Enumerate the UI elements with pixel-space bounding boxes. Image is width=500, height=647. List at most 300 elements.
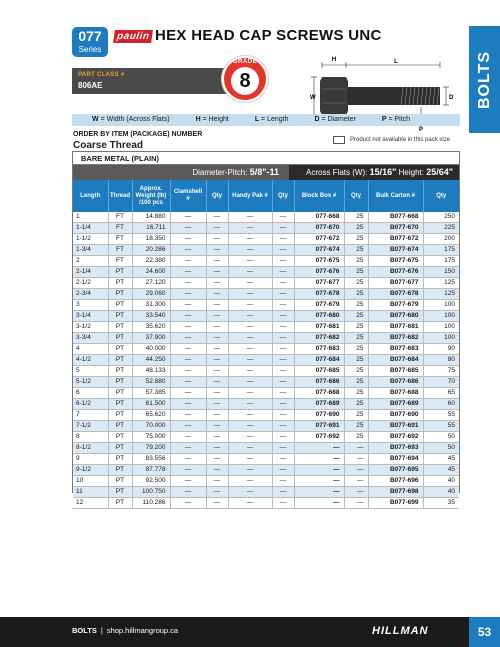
table-cell: B077-693 [368,443,423,454]
table-cell: — [344,498,368,509]
table-cell: 60 [423,399,459,410]
table-cell: PT [108,267,132,278]
table-cell: 70.000 [132,421,170,432]
page-number: 53 [469,617,500,647]
table-cell: 077-670 [294,223,344,234]
hillman-logo: HILLMAN [372,625,429,637]
table-row [73,289,459,300]
grade-label: GRADE [232,59,258,65]
table-cell: B077-694 [368,454,423,465]
table-cell: 24.600 [132,267,170,278]
table-cell: B077-686 [368,377,423,388]
table-cell: 077-685 [294,366,344,377]
table-cell: — [170,432,206,443]
table-cell: PT [108,432,132,443]
table-cell: — [206,399,228,410]
table-cell: PT [108,443,132,454]
table-cell: 5 [73,366,108,377]
column-header: Qty [272,180,294,212]
table-cell: 35.620 [132,322,170,333]
table-cell: — [170,223,206,234]
table-cell: — [206,223,228,234]
table-row [73,267,459,278]
table-cell: 25 [344,421,368,432]
table-row [73,278,459,289]
table-cell: B077-695 [368,465,423,476]
table-cell: — [170,377,206,388]
column-header: Handy Pak # [228,180,272,212]
table-cell: — [228,377,272,388]
table-cell: — [272,344,294,355]
table-cell: 25 [344,234,368,245]
table-cell: 87.778 [132,465,170,476]
table-cell: 100.750 [132,487,170,498]
table-cell: — [228,278,272,289]
legend-item-d: D = Diameter [314,116,356,123]
table-cell: — [228,311,272,322]
table-cell: — [206,212,228,223]
table-cell: — [206,278,228,289]
table-cell: — [344,476,368,487]
table-cell: — [170,212,206,223]
table-cell: 25 [344,267,368,278]
table-cell: 90 [423,344,459,355]
table-cell: 4-1/2 [73,355,108,366]
table-cell: 077-675 [294,256,344,267]
table-cell: 14.880 [132,212,170,223]
table-cell: 10 [73,476,108,487]
table-cell: — [206,487,228,498]
dimension-legend [72,114,460,126]
table-row [73,399,459,410]
table-cell: 077-689 [294,399,344,410]
table-cell: — [170,410,206,421]
table-cell: — [170,333,206,344]
table-cell: — [228,300,272,311]
table-cell: — [170,234,206,245]
table-cell: 110.286 [132,498,170,509]
table-cell: 1-3/4 [73,245,108,256]
table-cell: — [294,465,344,476]
table-cell: — [228,454,272,465]
table-cell: 2-1/2 [73,278,108,289]
table-cell: — [206,476,228,487]
table-cell: 175 [423,256,459,267]
table-cell: 150 [423,267,459,278]
table-cell: 077-688 [294,388,344,399]
table-cell: — [228,212,272,223]
table-cell: 3-1/4 [73,311,108,322]
table-cell: 100 [423,333,459,344]
table-cell: 077-676 [294,267,344,278]
table-cell: — [228,267,272,278]
table-cell: — [228,498,272,509]
table-cell: 25 [344,245,368,256]
table-cell: — [228,223,272,234]
table-cell: 75.000 [132,432,170,443]
column-header: Bulk Carton # [368,180,423,212]
side-tab-label: BOLTS [475,50,493,109]
table-cell: 80 [423,355,459,366]
table-cell: — [170,399,206,410]
table-cell: — [206,410,228,421]
table-cell: 25 [344,278,368,289]
table-cell: 18.350 [132,234,170,245]
table-cell: PT [108,344,132,355]
table-cell: 200 [423,234,459,245]
table-cell: — [170,388,206,399]
table-cell: 25 [344,322,368,333]
table-cell: 70 [423,377,459,388]
table-cell: — [228,234,272,245]
table-cell: B077-682 [368,333,423,344]
table-row [73,344,459,355]
bolt-diagram [308,55,458,140]
table-cell: 077-691 [294,421,344,432]
table-cell: 44.250 [132,355,170,366]
diagram-label-d: D [449,95,454,101]
table-cell: 077-682 [294,333,344,344]
table-cell: B077-677 [368,278,423,289]
table-row [73,421,459,432]
table-cell: PT [108,498,132,509]
table-cell: 12 [73,498,108,509]
table-cell: — [272,388,294,399]
table-cell: B077-674 [368,245,423,256]
table-cell: 25 [344,344,368,355]
table-cell: 077-680 [294,311,344,322]
table-cell: — [170,245,206,256]
table-cell: — [294,476,344,487]
table-cell: 25 [344,399,368,410]
spec-row [73,165,459,180]
table-cell: 75 [423,366,459,377]
table-row [73,498,459,509]
table-cell: — [228,476,272,487]
table-cell: B077-681 [368,322,423,333]
table-cell: 25 [344,410,368,421]
bolt-head-shape [320,77,348,115]
table-cell: B077-668 [368,212,423,223]
table-cell: — [228,322,272,333]
table-cell: — [272,223,294,234]
table-cell: — [170,421,206,432]
table-cell: — [170,366,206,377]
table-cell: — [272,355,294,366]
table-cell: 45 [423,454,459,465]
table-cell: — [170,465,206,476]
table-cell: 52.880 [132,377,170,388]
table-cell: 48.133 [132,366,170,377]
table-cell: 16.711 [132,223,170,234]
diagram-label-w: W [310,95,316,101]
table-row [73,333,459,344]
bolt-shank-shape [348,87,400,105]
table-cell: 6-1/2 [73,399,108,410]
table-cell: 37.900 [132,333,170,344]
finish-label: BARE METAL (PLAIN) [73,152,459,165]
footer-url[interactable]: shop.hillmangroup.ca [106,626,179,635]
table-cell: — [206,311,228,322]
table-cell: 25 [344,377,368,388]
table-cell: PT [108,476,132,487]
table-cell: 7-1/2 [73,421,108,432]
table-cell: — [272,267,294,278]
footer-text: BOLTS | shop.hillmangroup.ca [72,626,179,635]
column-header: Block Box # [294,180,344,212]
table-cell: 40.000 [132,344,170,355]
table-cell: 45 [423,465,459,476]
table-cell: — [272,410,294,421]
table-cell: 33.540 [132,311,170,322]
table-cell: — [170,267,206,278]
table-cell: 25 [344,223,368,234]
table-cell: — [206,300,228,311]
table-cell: — [272,421,294,432]
table-cell: B077-678 [368,289,423,300]
table-cell: — [228,289,272,300]
table-cell: 92.500 [132,476,170,487]
table-cell: 175 [423,245,459,256]
table-cell: 83.556 [132,454,170,465]
brand-logo: paulin [113,30,153,43]
table-cell: — [272,245,294,256]
table-cell: — [206,498,228,509]
table-cell: PT [108,454,132,465]
table-cell: 31.300 [132,300,170,311]
table-cell: 9 [73,454,108,465]
table-cell: — [272,454,294,465]
table-cell: — [272,476,294,487]
table-cell: — [206,432,228,443]
table-cell: 250 [423,212,459,223]
table-cell: 40 [423,487,459,498]
table-cell: 79.200 [132,443,170,454]
table-cell: 077-674 [294,245,344,256]
table-cell: 27.120 [132,278,170,289]
table-cell: B077-670 [368,223,423,234]
grade-badge [222,56,268,102]
table-row [73,377,459,388]
column-header: Thread [108,180,132,212]
table-cell: 2-3/4 [73,289,108,300]
table-cell: 65 [423,388,459,399]
table-cell: — [228,443,272,454]
table-cell: — [206,366,228,377]
table-cell: — [206,465,228,476]
table-cell: — [272,289,294,300]
table-cell: PT [108,300,132,311]
table-cell: 2-1/4 [73,267,108,278]
table-cell: 25 [344,366,368,377]
table-cell: — [228,245,272,256]
table-cell: 077-672 [294,234,344,245]
column-header: Qty [344,180,368,212]
table-cell: — [206,355,228,366]
diagram-label-l: L [394,59,398,65]
table-cell: B077-689 [368,399,423,410]
table-cell: — [170,256,206,267]
table-cell: — [206,443,228,454]
table-cell: 25 [344,300,368,311]
table-row [73,311,459,322]
table-row [73,410,459,421]
table-cell: 077-681 [294,322,344,333]
table-cell: — [206,256,228,267]
table-cell: B077-684 [368,355,423,366]
table-cell: PT [108,388,132,399]
series-badge [72,27,108,57]
table-cell: 077-677 [294,278,344,289]
table-cell: — [272,443,294,454]
table-cell: B077-692 [368,432,423,443]
table-cell: 55 [423,421,459,432]
table-cell: B077-675 [368,256,423,267]
table-cell: — [272,256,294,267]
table-cell: PT [108,278,132,289]
table-cell: — [170,289,206,300]
table-cell: FT [108,245,132,256]
table-cell: 3-3/4 [73,333,108,344]
table-cell: — [170,498,206,509]
table-row [73,245,459,256]
table-cell: PT [108,421,132,432]
table-row [73,234,459,245]
table-cell: — [228,399,272,410]
table-cell: 50 [423,443,459,454]
table-cell: — [294,454,344,465]
table-cell: — [272,322,294,333]
table-cell: — [170,443,206,454]
table-cell: — [272,333,294,344]
table-cell: — [228,388,272,399]
table-cell: — [272,311,294,322]
table-cell: B077-676 [368,267,423,278]
table-cell: — [206,377,228,388]
table-cell: — [206,289,228,300]
table-cell: — [170,344,206,355]
part-class-bar [72,68,232,94]
table-row [73,487,459,498]
series-label: Series [78,45,102,54]
table-cell: — [344,465,368,476]
table-cell: 2 [73,256,108,267]
table-cell: — [272,300,294,311]
table-cell: B077-698 [368,487,423,498]
table-cell: 25 [344,432,368,443]
table-cell: PT [108,465,132,476]
table-cell: PT [108,311,132,322]
table-cell: B077-688 [368,388,423,399]
page-footer [0,617,500,647]
not-available-note: Product not available in this pack size [350,137,451,143]
not-available-key-box [333,136,345,144]
table-cell: B077-685 [368,366,423,377]
table-row [73,443,459,454]
table-cell: — [228,344,272,355]
table-cell: 25 [344,333,368,344]
table-cell: — [228,256,272,267]
table-cell: 5-1/2 [73,377,108,388]
footer-section: BOLTS [72,626,97,635]
column-header: Clamshell # [170,180,206,212]
table-cell: 57.385 [132,388,170,399]
table-cell: — [206,234,228,245]
table-cell: 11 [73,487,108,498]
table-row [73,355,459,366]
table-cell: PT [108,355,132,366]
table-cell: 50 [423,432,459,443]
table-cell: PT [108,377,132,388]
table-cell: 077-684 [294,355,344,366]
table-cell: — [272,212,294,223]
table-cell: B077-696 [368,476,423,487]
table-cell: — [170,476,206,487]
table-row [73,454,459,465]
table-cell: — [206,388,228,399]
table-cell: 61.500 [132,399,170,410]
table-row [73,366,459,377]
table-cell: PT [108,410,132,421]
table-cell: 7 [73,410,108,421]
table-cell: PT [108,289,132,300]
table-cell: 25 [344,388,368,399]
page-title: HEX HEAD CAP SCREWS UNC [155,27,382,44]
table-cell: — [272,399,294,410]
table-cell: 125 [423,278,459,289]
table-row [73,256,459,267]
table-cell: 1-1/4 [73,223,108,234]
legend-item-l: L = Length [254,116,289,123]
table-cell: PT [108,322,132,333]
series-number: 077 [78,28,102,44]
table-cell: — [228,366,272,377]
table-cell: B077-691 [368,421,423,432]
table-cell: — [170,487,206,498]
table-cell: 25 [344,289,368,300]
table-row [73,465,459,476]
table-cell: 25 [344,355,368,366]
table-cell: — [228,355,272,366]
diagram-label-p: P [419,127,424,133]
table-cell: — [228,333,272,344]
diagram-label-h: H [331,57,337,63]
table-cell: — [228,410,272,421]
order-title: ORDER BY ITEM (PACKAGE) NUMBER [73,131,203,138]
diameter-pitch: Diameter-Pitch: 5/8"-11 [73,165,289,180]
table-cell: — [170,454,206,465]
table-cell: — [272,487,294,498]
table-cell: — [206,267,228,278]
table-cell: 35 [423,498,459,509]
table-cell: PT [108,366,132,377]
table-cell: B077-680 [368,311,423,322]
table-cell: B077-699 [368,498,423,509]
table-row [73,322,459,333]
table-cell: 25 [344,311,368,322]
table-cell: — [294,443,344,454]
table-cell: 65.620 [132,410,170,421]
table-cell: — [228,432,272,443]
table-row [73,432,459,443]
column-header: Approx. Weight (lb) /100 pcs [132,180,170,212]
table-cell: 1 [73,212,108,223]
table-cell: — [228,487,272,498]
table-cell: — [272,498,294,509]
table-cell: — [228,421,272,432]
table-cell: — [228,465,272,476]
table-cell: — [206,454,228,465]
